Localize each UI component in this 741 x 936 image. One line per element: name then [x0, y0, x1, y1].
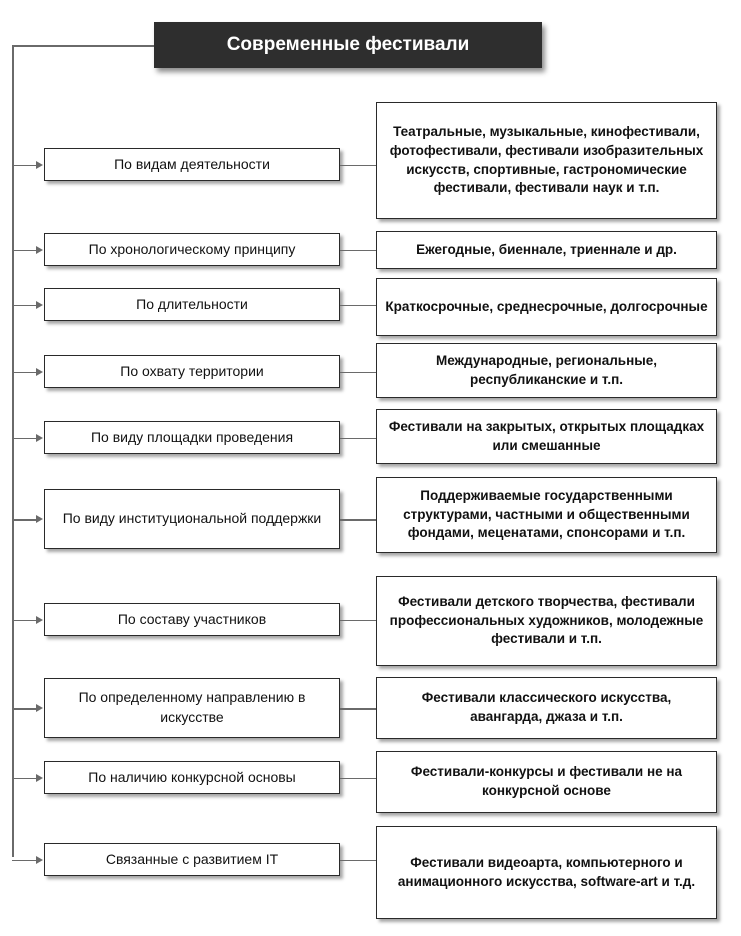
spine-arrow — [36, 434, 43, 442]
description-box: Фестивали классического искусства, авангарда, джаза и т.п. — [376, 677, 717, 739]
category-description-connector — [340, 519, 376, 521]
description-box: Театральные, музыкальные, кинофестивали, фотофестивали, фестивали изобразительных искусств, спортивные, гастрономические фестивали, фестивали наук и т.п. — [376, 102, 717, 219]
category-box: По виду институциональной поддержки — [44, 489, 340, 549]
category-box: По виду площадки проведения — [44, 421, 340, 454]
category-box: По наличию конкурсной основы — [44, 761, 340, 794]
category-box: Связанные с развитием IT — [44, 843, 340, 876]
spine-branch-line — [12, 372, 37, 374]
spine-branch-line — [12, 438, 37, 440]
spine-branch-line — [12, 165, 37, 167]
spine-branch-line — [12, 305, 37, 307]
category-box: По хронологическому принципу — [44, 233, 340, 266]
category-description-connector — [340, 778, 376, 780]
spine-arrow — [36, 161, 43, 169]
category-box: По определенному направлению в искусстве — [44, 678, 340, 738]
description-box: Фестивали видеоарта, компьютерного и анимационного искусства, software-art и т.д. — [376, 826, 717, 919]
spine-branch-line — [12, 250, 37, 252]
spine-arrow — [36, 515, 43, 523]
description-box: Фестивали детского творчества, фестивали профессиональных художников, молодежные фестивали и т.п. — [376, 576, 717, 666]
spine-branch-line — [12, 860, 37, 862]
description-box: Международные, региональные, республиканские и т.п. — [376, 343, 717, 398]
category-box: По составу участников — [44, 603, 340, 636]
title-connector-line — [12, 45, 154, 47]
description-box: Краткосрочные, среднесрочные, долгосрочные — [376, 278, 717, 336]
category-description-connector — [340, 438, 376, 440]
category-description-connector — [340, 620, 376, 622]
category-description-connector — [340, 165, 376, 167]
description-box: Ежегодные, биеннале, триеннале и др. — [376, 231, 717, 269]
spine-arrow — [36, 616, 43, 624]
description-box: Поддерживаемые государственными структурами, частными и общественными фондами, меценатами, спонсорами и т.п. — [376, 477, 717, 553]
spine-arrow — [36, 246, 43, 254]
spine-arrow — [36, 301, 43, 309]
category-description-connector — [340, 305, 376, 307]
spine-arrow — [36, 856, 43, 864]
vertical-spine-line — [12, 45, 14, 857]
category-box: По длительности — [44, 288, 340, 321]
category-description-connector — [340, 708, 376, 710]
spine-branch-line — [12, 778, 37, 780]
spine-branch-line — [12, 708, 37, 710]
spine-arrow — [36, 774, 43, 782]
category-description-connector — [340, 372, 376, 374]
spine-arrow — [36, 704, 43, 712]
spine-branch-line — [12, 620, 37, 622]
spine-arrow — [36, 368, 43, 376]
description-box: Фестивали на закрытых, открытых площадках или смешанные — [376, 409, 717, 464]
description-box: Фестивали-конкурсы и фестивали не на конкурсной основе — [376, 751, 717, 813]
category-box: По охвату территории — [44, 355, 340, 388]
diagram-title: Современные фестивали — [154, 22, 542, 68]
category-box: По видам деятельности — [44, 148, 340, 181]
category-description-connector — [340, 860, 376, 862]
spine-branch-line — [12, 519, 37, 521]
category-description-connector — [340, 250, 376, 252]
